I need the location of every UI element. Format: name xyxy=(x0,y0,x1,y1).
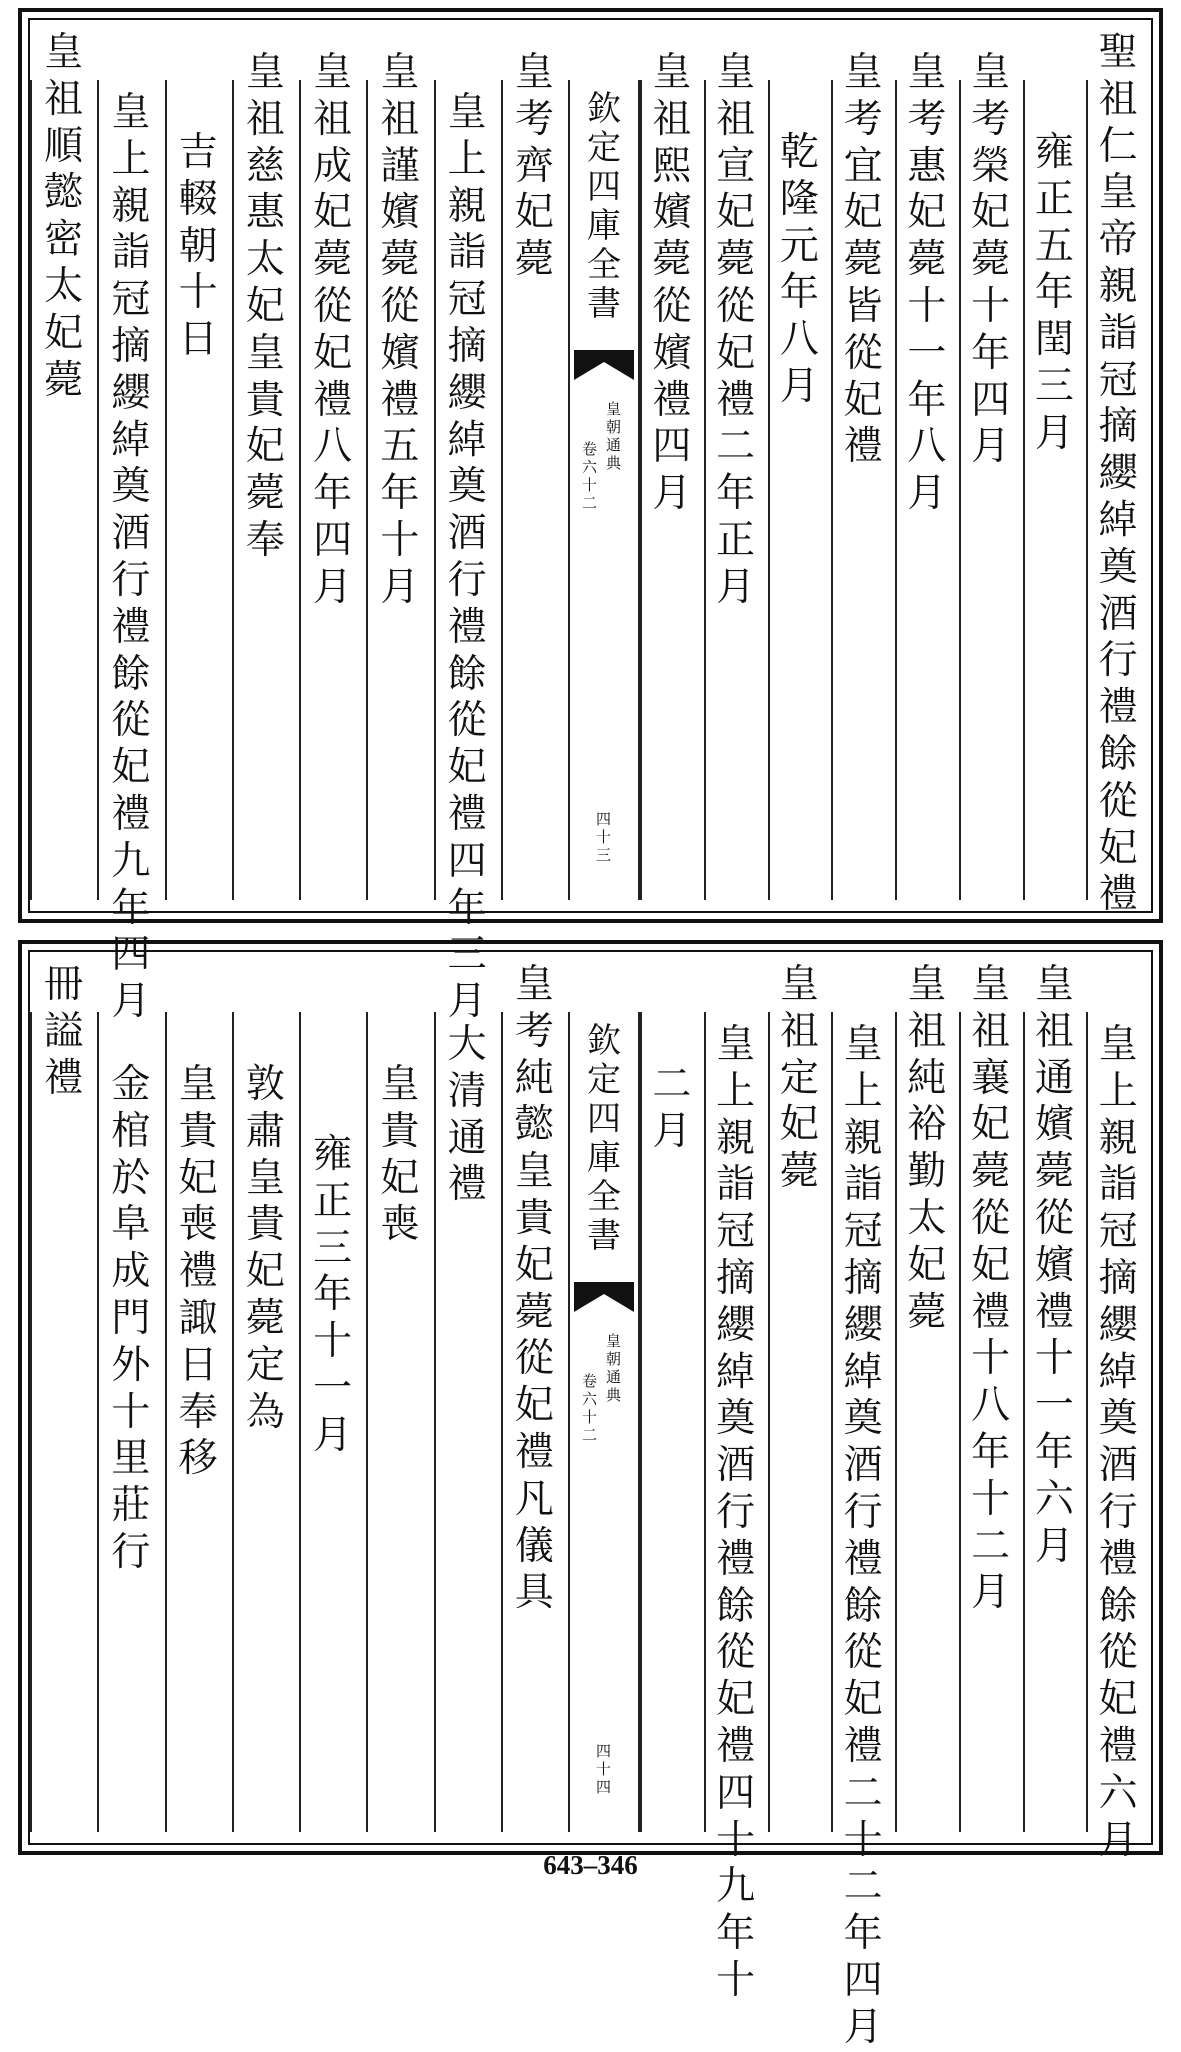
band-rule xyxy=(568,80,570,900)
text-column: 皇 上 親 詣 冠 摘 纓 綽 奠 酒 行 禮 餘 從 妃 禮 九 年 四 月 xyxy=(111,90,151,1025)
text-column: 皇 祖 謹 嬪 薨 從 嬪 禮 五 年 十 月 xyxy=(380,50,420,610)
column-rule xyxy=(97,80,99,900)
text-column: 雍 正 五 年 閏 三 月 xyxy=(1034,130,1074,456)
column-rule xyxy=(768,80,770,900)
column-rule xyxy=(640,80,642,900)
column-rule xyxy=(959,80,961,900)
column-rule xyxy=(165,80,167,900)
text-column: 皇 考 純 懿 皇 貴 妃 薨 從 妃 禮 凡 儀 具 xyxy=(514,962,554,1616)
column-rule xyxy=(640,1012,642,1832)
text-column: 皇 祖 成 妃 薨 從 妃 禮 八 年 四 月 xyxy=(313,50,353,610)
column-rule xyxy=(501,1012,503,1832)
text-column: 皇 上 親 詣 冠 摘 纓 綽 奠 酒 行 禮 餘 從 妃 禮 二 十 二 年 四 月 xyxy=(843,1022,883,2050)
book-title: 皇 朝 通 典 xyxy=(606,400,622,472)
column-rule xyxy=(768,1012,770,1832)
text-column: 皇 貴 妃 喪 xyxy=(380,1062,420,1248)
text-column: 乾 隆 元 年 八 月 xyxy=(779,130,819,409)
collection-title: 欽 定 四 庫 全 書 xyxy=(587,1021,621,1257)
text-column: 冊 謚 禮 xyxy=(44,962,84,1101)
column-rule xyxy=(1023,80,1025,900)
text-column: 皇 祖 熙 嬪 薨 從 嬪 禮 四 月 xyxy=(652,50,692,517)
column-rule xyxy=(831,80,833,900)
column-rule xyxy=(704,1012,706,1832)
text-column: 皇 考 宜 妃 薨 皆 從 妃 禮 xyxy=(843,50,883,470)
column-rule xyxy=(165,1012,167,1832)
fish-tail-icon xyxy=(574,350,634,380)
text-column: 雍 正 三 年 十 一 月 xyxy=(313,1132,353,1458)
page-reference: 643–346 xyxy=(543,1850,638,1880)
text-column: 皇 祖 純 裕 勤 太 妃 薨 xyxy=(907,962,947,1335)
page-number: 四 十 三 xyxy=(596,810,612,864)
column-rule xyxy=(501,80,503,900)
column-rule xyxy=(1023,1012,1025,1832)
column-rule xyxy=(704,80,706,900)
book-title: 皇 朝 通 典 xyxy=(606,1332,622,1404)
column-rule xyxy=(959,1012,961,1832)
text-column: 大 清 通 禮 xyxy=(447,1022,487,1208)
column-rule xyxy=(366,1012,368,1832)
column-rule xyxy=(232,1012,234,1832)
column-rule xyxy=(434,1012,436,1832)
fish-tail-icon xyxy=(574,1282,634,1312)
volume-label: 卷 六 十 二 xyxy=(582,440,598,512)
column-rule xyxy=(831,1012,833,1832)
column-rule xyxy=(299,1012,301,1832)
text-column: 皇 祖 順 懿 密 太 妃 薨 xyxy=(44,30,84,403)
column-rule xyxy=(1086,80,1088,900)
center-band xyxy=(568,10,640,910)
center-band xyxy=(568,942,640,1842)
collection-title: 欽 定 四 庫 全 書 xyxy=(587,89,621,325)
text-column: 皇 考 齊 妃 薨 xyxy=(514,50,554,283)
column-rule xyxy=(299,80,301,900)
column-rule xyxy=(232,80,234,900)
column-rule xyxy=(30,1012,32,1832)
text-column: 皇 祖 宣 妃 薨 從 妃 禮 二 年 正 月 xyxy=(716,50,756,610)
band-rule xyxy=(638,80,640,900)
text-column: 皇 貴 妃 喪 禮 諏 日 奉 移 xyxy=(178,1062,218,1482)
volume-label: 卷 六 十 二 xyxy=(582,1372,598,1444)
text-column: 皇 祖 慈 惠 太 妃 皇 貴 妃 薨 奉 xyxy=(245,50,285,563)
text-column: 皇 祖 通 嬪 薨 從 嬪 禮 十 一 年 六 月 xyxy=(1034,962,1074,1569)
text-column: 皇 上 親 詣 冠 摘 纓 綽 奠 酒 行 禮 餘 從 妃 禮 四 年 三 月 xyxy=(447,90,487,1025)
text-column: 二 月 xyxy=(652,1062,692,1154)
column-rule xyxy=(895,80,897,900)
text-column: 皇 祖 襄 妃 薨 從 妃 禮 十 八 年 十 二 月 xyxy=(971,962,1011,1616)
text-column: 聖 祖 仁 皇 帝 親 詣 冠 摘 纓 綽 奠 酒 行 禮 餘 從 妃 禮 xyxy=(1098,30,1138,918)
column-rule xyxy=(30,80,32,900)
text-column: 皇 祖 定 妃 薨 xyxy=(779,962,819,1195)
column-rule xyxy=(434,80,436,900)
text-column: 吉 輟 朝 十 日 xyxy=(178,130,218,363)
band-rule xyxy=(638,1012,640,1832)
text-column: 敦 肅 皇 貴 妃 薨 定 為 xyxy=(245,1062,285,1435)
text-column: 皇 上 親 詣 冠 摘 纓 綽 奠 酒 行 禮 餘 從 妃 禮 四 十 九 年 十 xyxy=(716,1022,756,2003)
text-column: 金 棺 於 阜 成 門 外 十 里 莊 行 xyxy=(111,1062,151,1575)
text-column: 皇 考 榮 妃 薨 十 年 四 月 xyxy=(971,50,1011,470)
page-number: 四 十 四 xyxy=(596,1742,612,1796)
column-rule xyxy=(366,80,368,900)
text-column: 皇 上 親 詣 冠 摘 纓 綽 奠 酒 行 禮 餘 從 妃 禮 六 月 xyxy=(1098,1022,1138,1863)
column-rule xyxy=(895,1012,897,1832)
band-rule xyxy=(568,1012,570,1832)
column-rule xyxy=(97,1012,99,1832)
column-rule xyxy=(1086,1012,1088,1832)
text-column: 皇 考 惠 妃 薨 十 一 年 八 月 xyxy=(907,50,947,517)
